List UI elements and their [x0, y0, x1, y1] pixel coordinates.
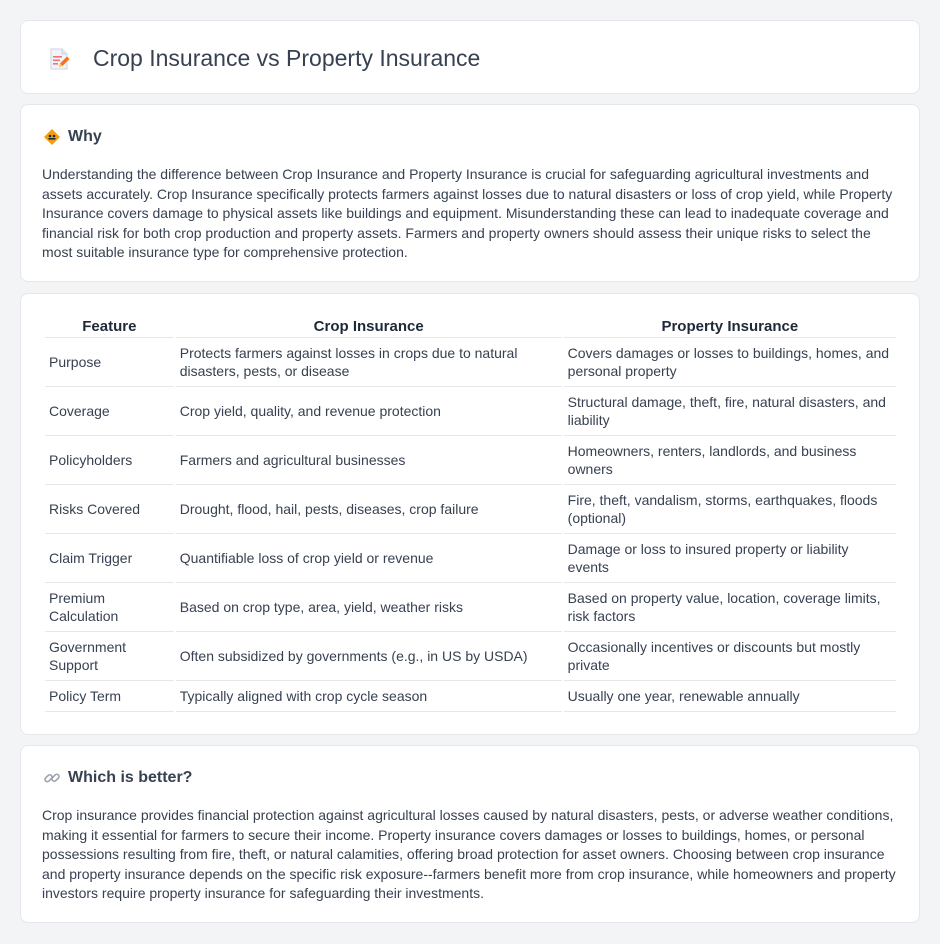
page-title: Crop Insurance vs Property Insurance [93, 45, 481, 71]
crop-cell: Based on crop type, area, yield, weather risks [176, 583, 562, 632]
crop-cell: Often subsidized by governments (e.g., in US by USDA) [176, 632, 562, 681]
comparison-table-card [20, 293, 920, 735]
table-header-row [45, 316, 896, 338]
crop-cell: Farmers and agricultural businesses [176, 436, 562, 485]
crop-cell: Quantifiable loss of crop yield or revenue [176, 534, 562, 583]
which-is-better-title: Which is better? [68, 769, 193, 786]
feature-cell: Purpose [45, 338, 174, 387]
diamond-sign-icon [43, 128, 61, 146]
feature-cell: Risks Covered [45, 485, 174, 534]
property-cell: Based on property value, location, coverage limits, risk factors [564, 583, 896, 632]
table-row [45, 681, 896, 712]
table-row [45, 632, 896, 681]
why-text: Understanding the difference between Crop Insurance and Property Insurance is crucial for safeguarding agricultural investments and assets accurately. Crop Insurance specifically protects farmers against losses due to natural disasters or loss of crop yield, while Property Insurance covers damage to physical assets like buildings and equipment. Misunderstanding these can lead to inadequate coverage and financial risk for both crop production and property assets. Farmers and property owners should assess their unique risks to select the most suitable insurance type for comprehensive protection. [42, 166, 893, 261]
feature-cell: Premium Calculation [45, 583, 174, 632]
link-icon [43, 769, 61, 787]
crop-cell: Protects farmers against losses in crops due to natural disasters, pests, or disease [176, 338, 562, 387]
property-cell: Covers damages or losses to buildings, homes, and personal property [564, 338, 896, 387]
feature-cell: Policyholders [45, 436, 174, 485]
table-row [45, 485, 896, 534]
why-section [20, 104, 920, 282]
header-card [20, 20, 920, 94]
table-row [45, 583, 896, 632]
property-cell: Usually one year, renewable annually [564, 681, 896, 712]
column-header-property-insurance: Property Insurance [564, 316, 896, 338]
which-is-better-text: Crop insurance provides financial protection against agricultural losses caused by natural disasters, pests, or adverse weather conditions, making it essential for farmers to secure their income. Property insurance covers damages or losses to buildings, homes, or personal possessions resulting from fire, theft, or natural calamities, offering broad protection for asset owners. Choosing between crop insurance and property insurance depends on the specific risk exposure--farmers benefit more from crop insurance, while homeowners and property investors require property insurance for safeguarding their investments. [42, 807, 896, 902]
why-heading [43, 127, 102, 147]
which-is-better-section [20, 745, 920, 923]
feature-cell: Government Support [45, 632, 174, 681]
crop-cell: Drought, flood, hail, pests, diseases, crop failure [176, 485, 562, 534]
feature-cell: Policy Term [45, 681, 174, 712]
property-cell: Fire, theft, vandalism, storms, earthquakes, floods (optional) [564, 485, 896, 534]
table-row [45, 387, 896, 436]
which-is-better-heading [43, 768, 192, 788]
table-row [45, 436, 896, 485]
property-cell: Structural damage, theft, fire, natural disasters, and liability [564, 387, 896, 436]
document-pencil-icon [47, 47, 71, 71]
crop-cell: Typically aligned with crop cycle season [176, 681, 562, 712]
table-row [45, 534, 896, 583]
comparison-table [43, 316, 898, 712]
property-cell: Occasionally incentives or discounts but mostly private [564, 632, 896, 681]
property-cell: Damage or loss to insured property or liability events [564, 534, 896, 583]
column-header-crop-insurance: Crop Insurance [176, 316, 562, 338]
table-row [45, 338, 896, 387]
property-cell: Homeowners, renters, landlords, and business owners [564, 436, 896, 485]
column-header-feature: Feature [45, 316, 174, 338]
feature-cell: Claim Trigger [45, 534, 174, 583]
why-title: Why [68, 128, 102, 145]
feature-cell: Coverage [45, 387, 174, 436]
crop-cell: Crop yield, quality, and revenue protection [176, 387, 562, 436]
